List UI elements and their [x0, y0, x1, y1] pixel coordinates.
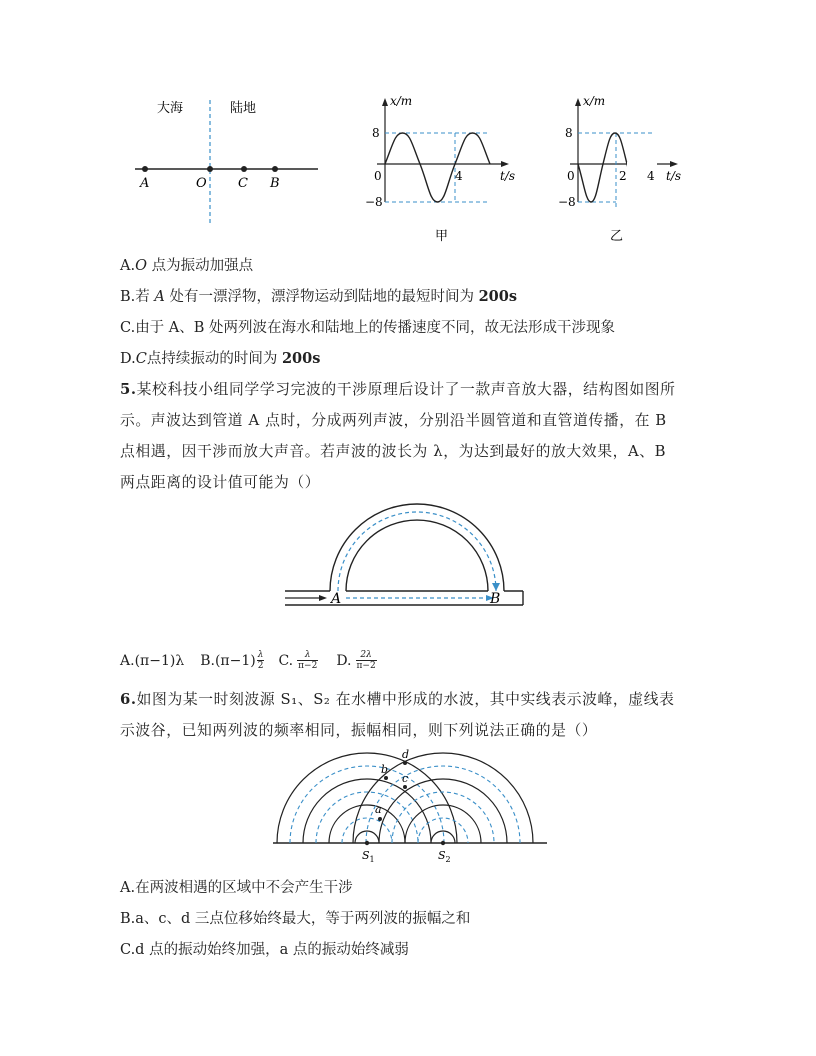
point-a — [378, 817, 382, 821]
label-b: b — [381, 763, 389, 776]
figure-sound-amplifier — [280, 495, 530, 615]
x-axis-label: t/s — [666, 169, 682, 183]
source-S1 — [365, 841, 369, 845]
tick-origin: 0 — [374, 169, 382, 183]
tick-neg-8: −8 — [558, 195, 576, 209]
s2-crest-2 — [405, 805, 481, 843]
tick-origin: 0 — [567, 169, 575, 183]
y-axis-label: x/m — [390, 94, 413, 108]
q5-line-1: 5.某校科技小组同学学习完波的干涉原理后设计了一款声音放大器，结构图如图所 — [120, 381, 676, 398]
point-c — [403, 785, 407, 789]
point-C — [241, 166, 247, 172]
s1-trough-2 — [316, 792, 418, 843]
q5-line-2: 示。声波达到管道 A 点时，分成两列声波，分别沿半圆管道和直管道传播，在 B — [120, 412, 667, 429]
q4-option-A: A.O 点为振动加强点 — [120, 258, 254, 274]
point-B — [272, 166, 278, 172]
q5-options — [120, 650, 377, 671]
point-b — [384, 776, 388, 780]
label-sea: 大海 — [157, 101, 184, 116]
point-d — [403, 761, 407, 765]
label-B: B — [270, 176, 280, 191]
arc-arrowhead — [492, 583, 500, 591]
tick-4: 4 — [455, 169, 463, 183]
q4-option-B: B.若 A 处有一漂浮物，漂浮物运动到陆地的最短时间为 200s — [120, 288, 518, 305]
s1-crest-2 — [329, 805, 405, 843]
tick-4: 4 — [647, 169, 655, 183]
label-land: 陆地 — [230, 101, 257, 116]
caption-jia: 甲 — [435, 229, 449, 244]
label-S2: $S_2$ — [438, 849, 451, 864]
tick-pos-8: 8 — [565, 126, 573, 140]
q5-line-4: 两点距离的设计值可能为（） — [120, 474, 321, 491]
x-axis-arrow — [670, 161, 678, 167]
q4-option-D: D.C点持续振动的时间为 200s — [120, 350, 321, 367]
arc-inner — [346, 520, 488, 591]
q6-line-2: 示波谷，已知两列波的频率相同，振幅相同，则下列说法正确的是（） — [120, 722, 598, 739]
q5-option-A: A.(π−1)λ — [120, 652, 185, 669]
arc-outer — [330, 504, 504, 591]
q5-option-D: D. 2λ π−2 — [336, 650, 376, 671]
tick-neg-8: −8 — [365, 195, 383, 209]
tick-pos-8: 8 — [372, 126, 380, 140]
tick-2: 2 — [619, 169, 627, 183]
q6-option-A: A.在两波相遇的区域中不会产生干涉 — [120, 880, 353, 896]
figure-graph-yi — [548, 92, 698, 247]
label-A: A — [331, 591, 342, 607]
q4-option-C: C.由于 A、B 处两列波在海水和陆地上的传播速度不同，故无法形成干涉现象 — [120, 320, 616, 336]
label-C: C — [238, 176, 248, 191]
q5-line-3: 点相遇，因干涉而放大声音。若声波的波长为 λ，为达到最好的放大效果，A、B — [120, 443, 667, 460]
input-arrowhead — [319, 595, 327, 601]
label-A: A — [140, 176, 150, 191]
sine-curve — [385, 133, 490, 202]
q6-option-B: B.a、c、d 三点位移始终最大，等于两列波的振幅之和 — [120, 911, 471, 927]
q5-option-C: C. λ π−2 — [278, 650, 318, 671]
point-O — [207, 166, 213, 172]
figure-sea-land-map — [130, 92, 330, 232]
q6-line-1: 6.如图为某一时刻波源 S₁、S₂ 在水槽中形成的水波，其中实线表示波峰，虚线表 — [120, 691, 675, 708]
s2-trough-2 — [392, 792, 494, 843]
x-axis-label: t/s — [500, 169, 516, 183]
label-S1: $S_1$ — [362, 849, 375, 864]
y-axis-label: x/m — [583, 94, 606, 108]
q6-option-C: C.d 点的振动始终加强，a 点的振动始终减弱 — [120, 942, 409, 958]
label-O: O — [196, 176, 207, 191]
x-axis-arrow — [501, 161, 509, 167]
label-c: c — [402, 772, 409, 785]
figure-graph-jia — [355, 92, 525, 247]
point-A — [142, 166, 148, 172]
figure-water-wave-interference — [265, 745, 555, 870]
caption-yi: 乙 — [610, 229, 624, 244]
label-d: d — [402, 748, 410, 761]
y-axis-arrow — [575, 98, 581, 106]
source-S2 — [441, 841, 445, 845]
label-B: B — [490, 591, 501, 607]
y-axis-arrow — [382, 98, 388, 106]
label-a: a — [375, 803, 382, 816]
q5-option-B: B. (π−1) λ 2 — [200, 650, 264, 671]
